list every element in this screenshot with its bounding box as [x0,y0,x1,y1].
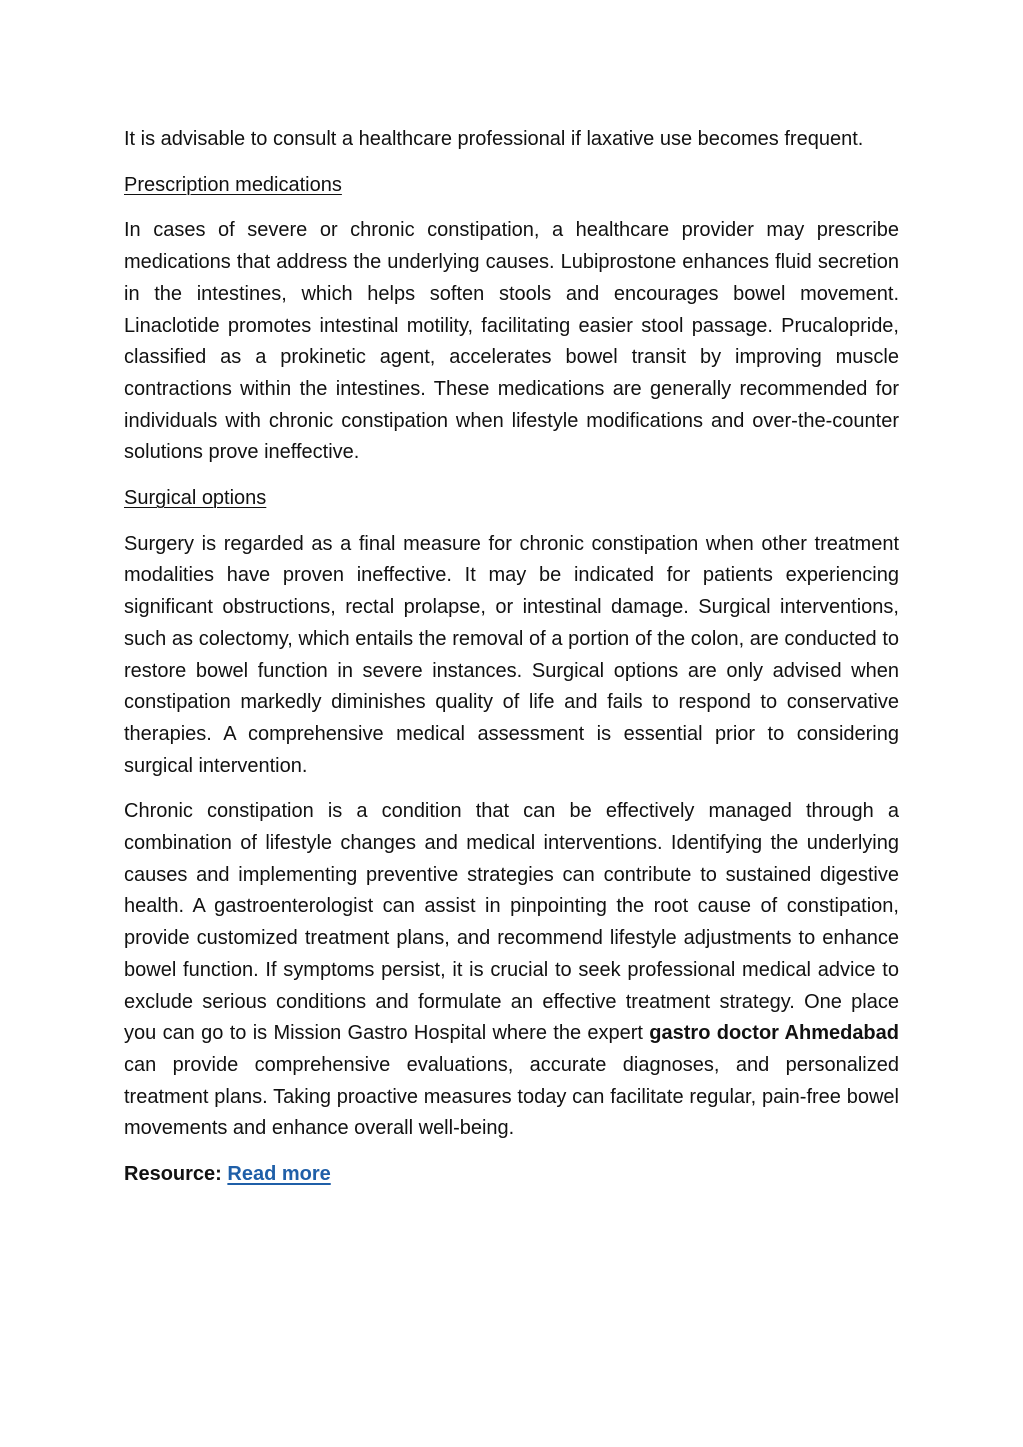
conclusion-paragraph [124,796,899,1145]
conclusion-text-after: can provide comprehensive evaluations, accurate diagnoses, and personalized treatment plans. Taking proactive measures today can facilitate regular, pain-free bowel movements and enhance overall well-being. [124,1053,899,1140]
prescription-heading-text: Prescription medications [124,173,342,196]
surgical-heading-text: Surgical options [124,487,267,510]
surgical-paragraph: Surgery is regarded as a final measure for chronic constipation when other treatment modalities have proven ineffective. It may be indicated for patients experiencing significant obstructions, rectal prolapse, or intestinal damage. Surgical interventions, such as colectomy, which entails the removal of a portion of the colon, are conducted to restore bowel function in severe instances. Surgical options are only advised when constipation markedly diminishes quality of life and fails to respond to conservative therapies. A comprehensive medical assessment is essential prior to considering surgical intervention. [124,532,899,777]
read-more-link[interactable]: Read more [227,1163,331,1186]
prescription-heading [124,170,899,202]
surgical-heading [124,483,899,515]
resource-line [124,1159,899,1191]
prescription-paragraph: In cases of severe or chronic constipation, a healthcare provider may prescribe medications that address the underlying causes. Lubiprostone enhances fluid secretion in the intestines, which helps soften stools and encourages bowel movement. Linaclotide promotes intestinal motility, facilitating easier stool passage. Prucalopride, classified as a prokinetic agent, accelerates bowel transit by improving muscle contractions within the intestines. These medications are generally recommended for individuals with chronic constipation when lifestyle modifications and over-the-counter solutions prove ineffective. [124,219,899,464]
conclusion-text-before: Chronic constipation is a condition that can be effectively managed through a combination of lifestyle changes and medical interventions. Identifying the underlying causes and implementing preventive strategies can contribute to sustained digestive health. A gastroenterologist can assist in pinpointing the root cause of constipation, provide customized treatment plans, and recommend lifestyle adjustments to enhance bowel function. If symptoms persist, it is crucial to seek professional medical advice to exclude serious conditions and formulate an effective treatment strategy. One place you can go to is Mission Gastro Hospital where the expert [124,800,899,1045]
document-page [124,124,899,1205]
intro-paragraph: It is advisable to consult a healthcare professional if laxative use becomes frequent. [124,128,864,150]
conclusion-bold-keyword: gastro doctor Ahmedabad [649,1022,899,1045]
resource-label: Resource: [124,1163,222,1186]
